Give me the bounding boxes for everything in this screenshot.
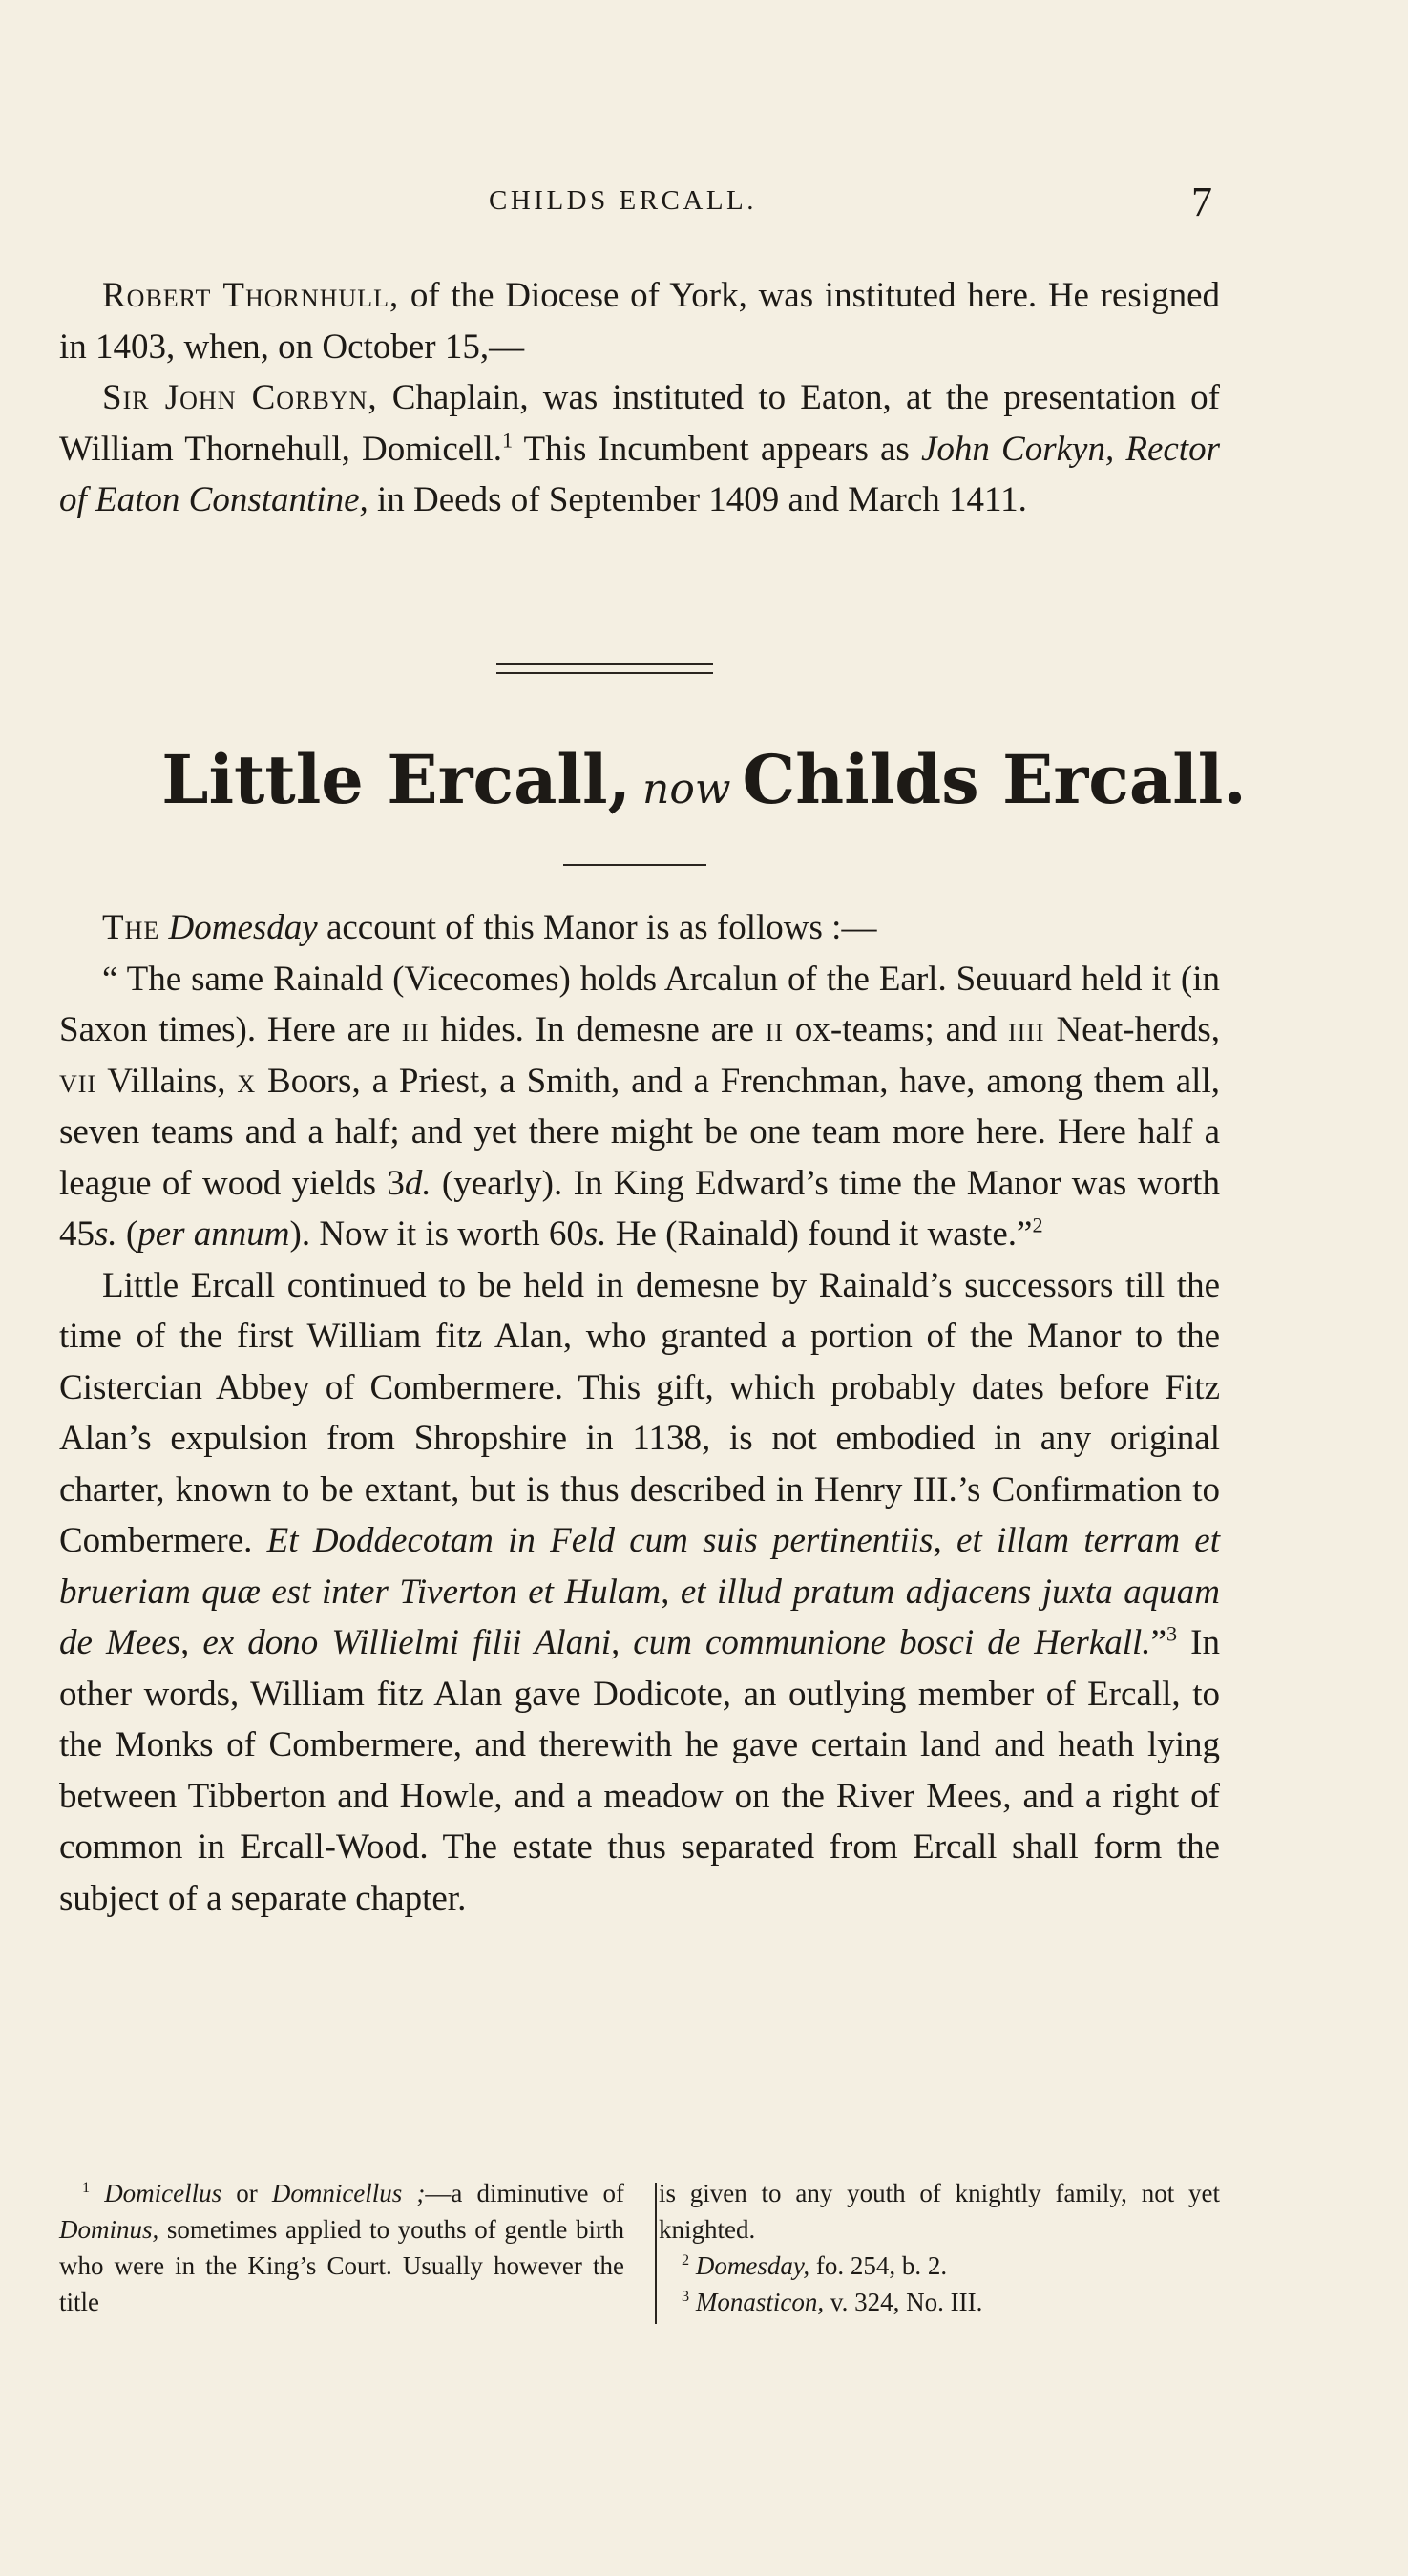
page-number: 7 <box>1191 179 1212 225</box>
heading-now: now <box>641 765 731 813</box>
footnote-ref-3: 3 <box>1166 1621 1178 1646</box>
single-rule <box>563 864 706 866</box>
footnotes <box>59 2175 1220 2356</box>
paragraph-robert-thornhull: Robert Thornhull, of the Diocese of York, was instituted here. He resigned in 1403, when, on October 15,— <box>59 276 1220 367</box>
footnote-ref-2: 2 <box>1032 1213 1043 1237</box>
running-head <box>0 179 1408 227</box>
paragraph-domesday-intro: The Domesday account of this Manor is as follows :— <box>102 908 877 947</box>
paragraph-little-ercall: Little Ercall continued to be held in demesne by Rainald’s successors till the time of the first William fitz Alan, who granted a portion of the Manor to the Cistercian Abbey of Combermere. This gift, which probably dates before Fitz Alan’s expulsion from Shropshire in 1138, is not embodied in any original charter, known to be extant, but is thus described in Henry III.’s Confirmation to Combermere. Et Doddecotam in Feld cum suis pertinentiis, et illam terram et brueriam quæ est inter Tiverton et Hulam, et illud pratum adjacens juxta aquam de Mees, ex dono Willielmi filii Alani, cum communione bosci de Herkall.”$^3$ In other words, William fitz Alan gave Dodicote, an outlying member of Ercall, to the Monks of Combermere, and therewith he gave certain land and heath lying between Tibberton and Howle, and a meadow on the River Mees, and a right of common in Ercall-Wood. The estate thus separated from Ercall shall form the subject of a separate chapter. <box>59 1265 1220 1918</box>
footnote-column-divider <box>655 2183 657 2324</box>
heading-part-2: Childs Ercall. <box>742 740 1247 819</box>
intro-text <box>59 270 1220 526</box>
double-rule <box>496 663 713 674</box>
body-text <box>59 902 1220 1924</box>
footnote-2: $^2$ Domesday, fo. 254, b. 2. <box>682 2251 948 2280</box>
footnote-1-continued: is given to any youth of knightly family, not yet knighted. <box>659 2179 1220 2244</box>
name-john-corbyn: Sir John Corbyn, <box>102 378 378 417</box>
heading-part-1: Little Ercall, <box>161 740 631 819</box>
section-heading <box>0 740 1408 819</box>
name-robert-thornhull: Robert Thornhull, <box>102 276 400 315</box>
footnote-1: $^1$ Domicellus or Domnicellus ;—a diminutive of Dominus, sometimes applied to youths of gentle birth who were in the King’s Court. Usually however the title <box>59 2179 625 2316</box>
footnote-ref-1: 1 <box>501 428 514 453</box>
running-title: CHILDS ERCALL. <box>489 185 757 216</box>
latin-quotation: Et Doddecotam in Feld cum suis pertinentiis, et illam terram et brueriam quæ est inter Tiverton et Hulam, et illud pratum adjacens juxta aquam de Mees, ex dono Willielmi filii Alani, cum communione bosci de Herkall. <box>59 1521 1220 1662</box>
footnote-column-right <box>659 2175 1220 2320</box>
paragraph-domesday-quote: “ The same Rainald (Vicecomes) holds Arcalun of the Earl. Seuuard held it (in Saxon times). Here are iii hides. In demesne are ii ox-teams; and iiii Neat-herds, vii Villains, x Boors, a Priest, a Smith, and a Frenchman, have, among them all, seven teams and a half; and yet there might be one team more here. Here half a league of wood yields 3d. (yearly). In King Edward’s time the Manor was worth 45s. (per annum). Now it is worth 60s. He (Rainald) found it waste.”$^2$ <box>59 959 1221 1254</box>
footnote-3: $^3$ Monasticon, v. 324, No. III. <box>682 2288 983 2316</box>
footnote-column-left <box>59 2175 624 2320</box>
paragraph-john-corbyn: Sir John Corbyn, Chaplain, was instituted to Eaton, at the presentation of William Thornehull, Domicell.$^1$ This Incumbent appears as John Corkyn, Rector of Eaton Constantine, in Deeds of September 1409 and March 1411. <box>59 378 1221 519</box>
